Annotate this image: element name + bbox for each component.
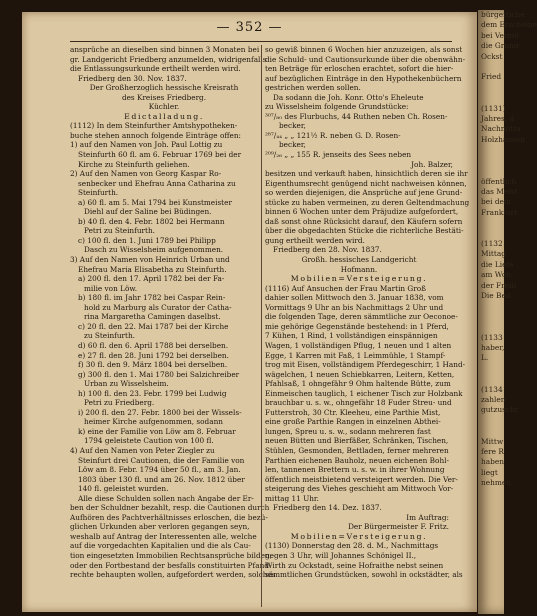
left-column-line: Steinfurth 60 fl. am 6. Februar 1769 bei der xyxy=(78,150,242,160)
right-column-line: die Schuld- und Cautionsurkunde über die obenwähn- xyxy=(265,54,466,64)
left-column-line: f) 30 fl. den 9. März 1804 bei derselben. xyxy=(78,360,228,370)
right-column-line: Eigenthumsrecht genügend nicht nachweisen können, xyxy=(265,178,467,188)
adjacent-page-fragment: bürgerliche xyxy=(481,10,525,19)
right-column-line: so werden diejenigen, die Ansprüche auf jene Grund- xyxy=(265,188,463,198)
right-column-line: Parthien eichenen Bauholz, neuen eichenen Bohl- xyxy=(265,455,449,465)
left-column-line: Edictalladung. xyxy=(124,111,204,121)
left-column-line: Steinfurt drei Cautionen, die der Familie von xyxy=(78,455,245,465)
left-column-line: Diehl auf der Saline bei Büdingen. xyxy=(84,207,212,217)
right-column-line: auf bezüglichen Einträge in den Hypothekenbüchern xyxy=(265,73,462,83)
right-column-line: eine große Parthie Rangen in einzelnen Abthei- xyxy=(265,417,441,427)
left-column-line: Aufhören des Pachtverhältnisses erloschen, die bezü- xyxy=(70,512,268,522)
right-column-line: öffentlich meistbietend versteigert werden. Die Ver- xyxy=(265,474,458,484)
left-column-line: a) 60 fl. am 5. Mai 1794 bei Kunstmeister xyxy=(78,197,232,207)
header-rule xyxy=(70,41,452,42)
right-column-line: 7 Kühen, 1 Rind, 1 vollständigen einspännigen xyxy=(265,331,438,341)
left-column-line: b) 40 fl. den 4. Febr. 1802 bei Hermann xyxy=(78,216,225,226)
adjacent-page-fragment xyxy=(478,93,504,103)
left-column-line: rina Margaretha Camingen daselbst. xyxy=(84,312,221,322)
right-column-line: gung ertheilt werden wird. xyxy=(265,235,365,245)
adjacent-page-fragment: Fried xyxy=(481,72,502,82)
left-column-line: d) 60 fl. den 6. April 1788 bei derselben. xyxy=(78,340,229,350)
adjacent-page-fragment: Mittag xyxy=(481,249,507,259)
right-column-line: lungen, Spreu u. s. w., sodann mehreren fast xyxy=(265,426,431,436)
adjacent-page-fragment: bei Vermö- xyxy=(481,30,522,40)
adjacent-page-fragment: (1131) xyxy=(481,103,506,113)
right-column-line: Wirth zu Ockstadt, seine Hofraithe nebst seinen xyxy=(265,560,444,570)
right-column-line: Futterstroh, 30 Ctr. Kleeheu, eine Parthie Mist, xyxy=(265,407,441,417)
right-column-line: Hofmann. xyxy=(340,264,378,274)
left-column-line: 1803 über 130 fl. und am 26. Nov. 1812 über xyxy=(78,474,245,484)
right-column-line: zu Wisselsheim folgende Grundstücke: xyxy=(265,102,409,112)
right-column-line: becker, xyxy=(279,140,306,150)
right-column-line: Friedberg den 28. Nov. 1837. xyxy=(273,245,382,255)
right-column-line: mittag 11 Uhr. xyxy=(265,493,319,503)
adjacent-page-fragment xyxy=(478,364,504,374)
left-column-line: rechte behaupten wollen, aufgefordert werden, solches xyxy=(70,570,276,580)
left-column-line: i) 200 fl. den 27. Febr. 1800 bei der Wissels- xyxy=(78,407,242,417)
left-column-line: c) 100 fl. den 1. Juni 1789 bei Philipp xyxy=(78,235,216,245)
adjacent-page-fragment xyxy=(478,218,504,228)
adjacent-page-fragment: Holzhausen xyxy=(481,134,526,144)
adjacent-page-fragment: der Freib xyxy=(481,280,517,290)
adjacent-page-fragment: öffentlich xyxy=(481,176,517,186)
right-column-line: Wagen, 1 vollständigen Pflug, 1 neuen und 1 alten xyxy=(265,340,452,350)
left-column-line: 2) Auf den Namen von Georg Kaspar Ro- xyxy=(70,169,222,179)
left-column-line: (1112) In dem Steinfurther Amtshypotheken- xyxy=(70,121,238,131)
newspaper-page xyxy=(22,12,477,612)
left-column-line: Löw am 8. Febr. 1794 über 50 fl., am 3. Jan. xyxy=(78,465,241,475)
left-column-line: c) 20 fl. den 22. Mai 1787 bei der Kirche xyxy=(78,321,229,331)
left-column-line: Der Großherzoglich hessische Kreisrath xyxy=(89,83,239,93)
adjacent-page-fragment xyxy=(478,374,504,384)
right-column-line: Friedberg den 14. Dez. 1837. xyxy=(273,503,382,513)
adjacent-page-fragment: bei dem xyxy=(481,197,511,207)
right-column-line: dahier sollen Mittwoch den 3. Januar 1838, vom xyxy=(265,293,444,303)
right-column-line: besitzen und verkauft haben, hinsichtlich deren sie ihr xyxy=(265,169,468,179)
left-column-line: des Kreises Friedberg. xyxy=(121,92,207,102)
right-column-line: Pfahlsaß, 1 ohngefähr 9 Ohm haltende Bütte, zum xyxy=(265,379,451,389)
right-column-line: daß sonst ohne Rücksicht darauf, den Käufern sofern xyxy=(265,216,463,226)
adjacent-page-fragment: haber, xyxy=(481,343,505,352)
left-column-line: die Entlassungsurkunde ertheilt werden wird. xyxy=(70,64,241,74)
column-divider xyxy=(261,45,262,607)
left-column-line: tion eingesetzten Immobilien Rechtsansprüche bilden, xyxy=(70,550,272,560)
right-column-line: ²⁰⁹/₂₆ „ „ 155 R. jenseits des Sees neben xyxy=(265,150,412,160)
left-column-line: g) 300 fl. den 1. Mai 1780 bei Salzichreiber xyxy=(78,369,240,379)
right-column-line: Einmeischen tauglich, 1 eichener Tisch zur Holzbank xyxy=(265,388,463,398)
right-column-line: sämmtlichen Grundstücken, sowohl in ockstädter, als xyxy=(265,570,463,580)
adjacent-page-fragment xyxy=(478,156,504,166)
adjacent-page-fragment: am Woh xyxy=(481,270,512,280)
left-column-line: Friedberg den 30. Nov. 1837. xyxy=(78,73,187,83)
adjacent-page-fragment xyxy=(478,416,504,426)
adjacent-page-fragment: fere R xyxy=(481,447,504,457)
left-column-line: k) eine der Familie von Löw am 8. Februar xyxy=(78,426,236,436)
right-column-line: neuen Bütten und Bierfäßer, Schränken, Tischen, xyxy=(265,436,449,446)
right-column-line: brauchbar u. s. w., ohngefähr 18 Fuder Streu- und xyxy=(265,398,452,408)
left-column-line: Kirche zu Steinfurth geliehen. xyxy=(78,159,190,169)
right-column-line: Joh. Balzer, xyxy=(411,159,453,169)
right-column-line: über die obgedachten Stücke die richterliche Bestäti- xyxy=(265,226,464,236)
right-column-line: stücke zu haben vermeinen, zu deren Geltendmachung xyxy=(265,197,470,207)
left-column-line: milie von Löw. xyxy=(84,283,138,293)
left-column-line: a) 200 fl. den 17. April 1782 bei der Fa- xyxy=(78,274,225,284)
right-column-line: Stühlen, Gesmonden, Bettladen, ferner mehreren xyxy=(265,445,449,455)
right-column-line: Mobilien=Versteigerung. xyxy=(290,274,428,284)
right-column-line: ten Beträge für erloschen erachtet, sofort die hier- xyxy=(265,64,454,74)
adjacent-page-fragment xyxy=(478,312,504,322)
left-column-line: Dasch zu Wisselsheim aufgenommen. xyxy=(84,245,224,255)
right-column xyxy=(265,45,470,580)
left-column-line: glichen Urkunden aber verloren gegangen seyn, xyxy=(70,522,250,532)
adjacent-page-fragment: Nachmitta xyxy=(481,124,521,134)
right-column-line: (1130) Donnerstag den 28. d. M., Nachmittags xyxy=(265,541,439,551)
right-column-line: Der Bürgermeister F. Fritz. xyxy=(348,522,449,532)
left-column-line: e) 27 fl. den 28. Juni 1792 bei derselben. xyxy=(78,350,229,360)
left-column-line: oder den Fortbestand der besfalls constituirten Pfand- xyxy=(70,560,272,570)
right-column-line: Großh. hessisches Landgericht xyxy=(301,255,417,265)
right-column-line: so gewiß binnen 6 Wochen hier anzuzeigen, als sonst xyxy=(265,45,463,54)
right-column-line: ³⁰⁷/₈₀ des Flurbuchs, 44 Ruthen neben Ch. Rosen- xyxy=(265,111,448,121)
left-column-line: ben der Schuldner bezahlt, resp. die Cautionen durch xyxy=(70,503,270,513)
left-column-line: Urban zu Wisselsheim. xyxy=(84,379,169,389)
adjacent-page-fragment: (1132 xyxy=(481,238,503,248)
left-column-line: senbecker und Ehefrau Anna Catharina zu xyxy=(78,178,236,188)
left-column-line: 1794 geleistete Caution von 100 fl. xyxy=(84,436,214,446)
adjacent-page-fragment: (1133 xyxy=(481,332,503,342)
adjacent-page-fragment xyxy=(478,229,504,239)
adjacent-page-fragment: Die Bed xyxy=(481,290,511,300)
left-column-line: 140 fl. geleistet wurden. xyxy=(78,484,169,494)
adjacent-page-fragment: (1134 xyxy=(481,384,503,394)
left-column-line: zu Steinfurth. xyxy=(84,331,135,341)
adjacent-page-fragment xyxy=(478,301,504,311)
left-column-line: h) 100 fl. den 23. Febr. 1799 bei Ludwig xyxy=(78,388,227,398)
left-column xyxy=(70,45,276,580)
left-column-line: weshalb auf Antrag der Interessenten alle, welche xyxy=(70,531,257,541)
adjacent-page-fragment: die Grund- xyxy=(481,41,522,51)
right-column-line: steigerung des Viehes geschieht am Mittwoch Vor- xyxy=(265,484,454,494)
adjacent-page-fragment: das Meist xyxy=(481,186,518,196)
right-column-line: Da sodann die Joh. Konr. Otto's Eheleute xyxy=(273,92,424,102)
adjacent-page-fragment: haben, xyxy=(481,457,507,467)
adjacent-page-fragment xyxy=(478,322,504,332)
left-column-line: auf die vorgedachten Kapitalien und die als Cau- xyxy=(70,541,251,551)
right-column-line: gegen 3 Uhr, will Johannes Schönigel II., xyxy=(265,550,417,560)
left-column-line: Steinfurth. xyxy=(78,188,119,198)
adjacent-page-fragment xyxy=(478,145,504,155)
adjacent-page-fragment: Frankfurt xyxy=(481,207,518,217)
right-column-line: (1116) Auf Ansuchen der Frau Martin Groß xyxy=(265,283,427,293)
adjacent-page-fragment: L. xyxy=(481,353,489,363)
left-column-line: hold zu Marburg als Curator der Catha- xyxy=(84,302,232,312)
left-column-line: ansprüche an dieselben sind binnen 3 Monaten bei xyxy=(70,45,260,54)
adjacent-page-fragment: zahlen xyxy=(481,395,506,405)
left-column-line: gr. Landgericht Friedberg anzumelden, widrigenfalls xyxy=(70,54,267,64)
left-column-line: Petri zu Steinfurth. xyxy=(84,226,155,236)
adjacent-page-fragment xyxy=(478,83,504,93)
left-column-line: buche stehen annoch folgende Einträge offen: xyxy=(70,130,241,140)
adjacent-page-fragment: liegt xyxy=(481,467,498,477)
left-column-line: 1) auf den Namen von Joh. Paul Lottig zu xyxy=(70,140,223,150)
left-column-line: Petri zu Friedberg. xyxy=(84,398,155,408)
adjacent-page-fragment xyxy=(478,62,504,72)
adjacent-page-fragment: Mittw xyxy=(481,436,504,446)
right-column-line: Egge, 1 Karren mit Faß, 1 Leimmühle, 1 Stampf- xyxy=(265,350,446,360)
adjacent-page-fragment xyxy=(478,426,504,436)
left-column-line: 3) Auf den Namen von Heinrich Urban und xyxy=(70,255,230,265)
right-column-line: trog mit Eisen, vollständigem Pferdegeschirr, 1 Hand- xyxy=(265,360,466,370)
right-column-line: becker, xyxy=(279,121,306,131)
adjacent-page-edge xyxy=(478,10,537,614)
adjacent-page-fragment: Jahres, d xyxy=(481,114,515,124)
left-column-line: Ehefrau Maria Elisabetha zu Steinfurth. xyxy=(78,264,227,274)
right-column-line: Im Auftrag: xyxy=(406,512,449,522)
right-column-line: die folgenden Tage, deren sämmtliche zur Oeconoe- xyxy=(265,312,458,322)
right-column-line: gestrichen werden sollen. xyxy=(265,83,361,93)
right-column-line: ²⁸⁷/₄₄ „ „ 121½ R. neben G. D. Rosen- xyxy=(265,130,401,140)
right-column-line: Mobilien=Versteigerung. xyxy=(290,531,428,541)
right-column-line: binnen 6 Wochen unter dem Präjudize aufgefordert, xyxy=(265,207,459,217)
adjacent-page-fragment: dem Erscheine xyxy=(481,20,537,30)
adjacent-page-fragment: die Liefe xyxy=(481,259,514,269)
right-column-line: len, tannenen Brettern u. s. w. in ihrer Wohnung xyxy=(265,465,445,475)
adjacent-page-fragment: Ockst xyxy=(481,51,503,61)
left-column-line: b) 180 fl. im Jahr 1782 bei Caspar Rein- xyxy=(78,293,226,303)
left-column-line: Alle diese Schulden sollen nach Angabe der Er- xyxy=(78,493,254,503)
adjacent-page-fragment xyxy=(478,166,504,176)
adjacent-page-fragment: nehmen xyxy=(481,478,512,488)
left-column-line: Küchler. xyxy=(148,102,180,112)
page-number: — 352 — xyxy=(216,20,283,35)
adjacent-page-fragment: gutzuschr xyxy=(481,405,519,415)
right-column-line: Vormittags 9 Uhr an bis Nachmittags 2 Uhr und xyxy=(265,302,444,312)
right-column-line: wägelchen, 1 neuen Schiebkarren, Leitern, Ketten, xyxy=(265,369,455,379)
left-column-line: 4) Auf den Namen von Peter Ziegler zu xyxy=(70,445,215,455)
left-column-line: heimer Kirche aufgenommen, sodann xyxy=(84,417,223,427)
right-column-line: mie gehörige Gegenstände bestehend: in 1 Pferd, xyxy=(265,321,449,331)
